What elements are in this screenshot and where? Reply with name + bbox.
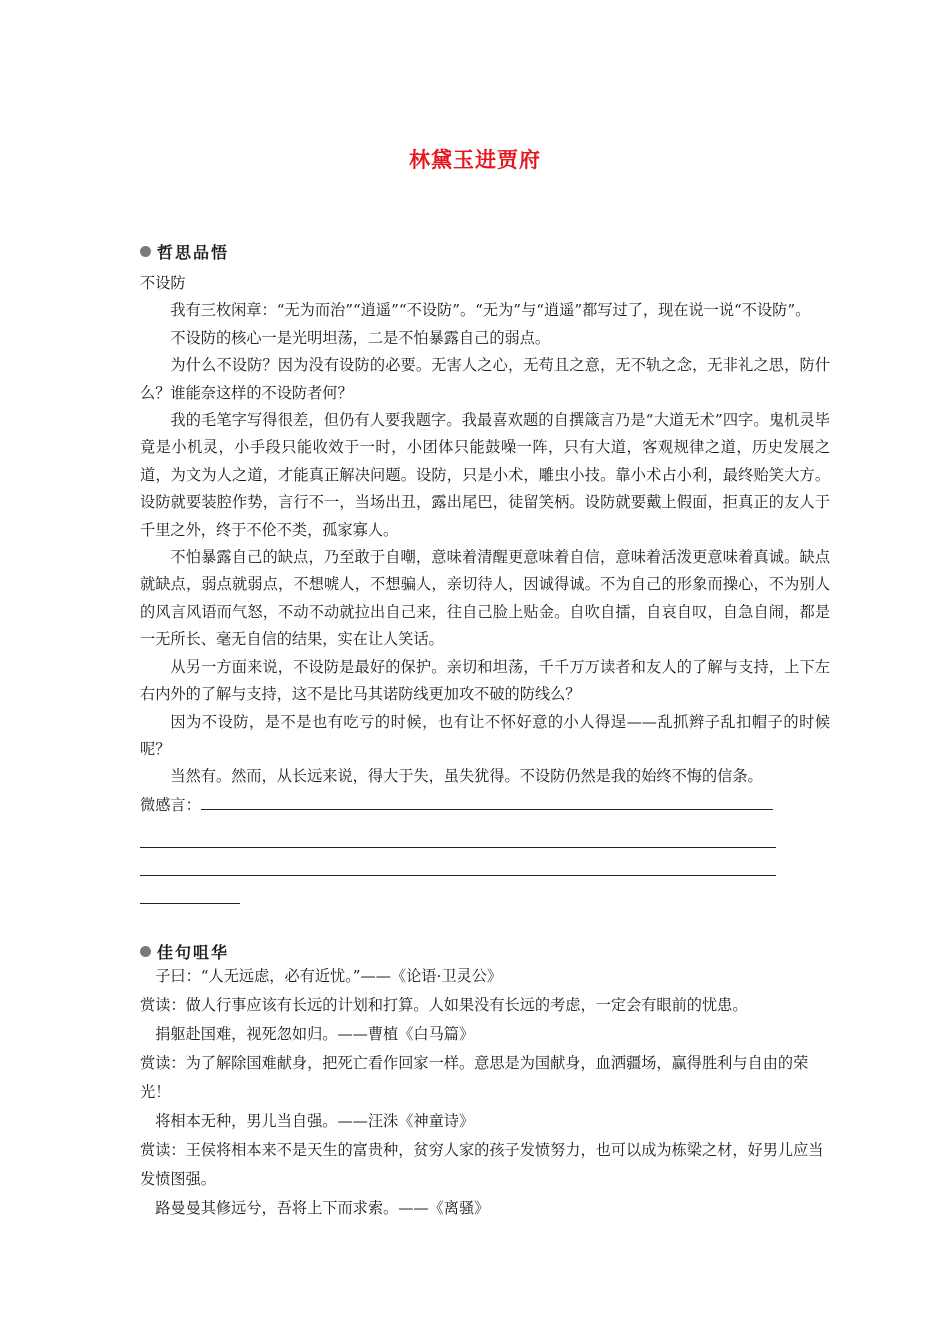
quote-line: 将相本无种，男儿当自强。——汪洙《神童诗》 [155,1112,475,1130]
quote-line: 子曰：“人无远虑，必有近忧。”——《论语·卫灵公》 [155,967,503,985]
quote-comment: 赏读：做人行事应该有长远的计划和打算。人如果没有长远的考虑，一定会有眼前的忧患。 [140,996,748,1014]
reflection-line[interactable] [140,876,240,904]
reflection-line[interactable] [140,848,776,876]
reflection-line[interactable] [140,819,776,847]
essay-paragraph: 不设防的核心一是光明坦荡，二是不怕暴露自己的弱点。 [170,328,551,347]
section-heading-quotes [140,940,229,963]
essay-paragraph: 从另一方面来说，不设防是最好的保护。亲切和坦荡，千千万万读者和友人的了解与支持，上下左右内外的了解与支持，这不是比马其诺防线更加攻不破的防线么？ [140,657,830,704]
reflection-line[interactable] [201,791,773,810]
essay-paragraph: 我的毛笔字写得很差，但仍有人要我题字。我最喜欢题的自撰箴言乃是“大道无术”四字。鬼机灵毕竟是小机灵，小手段只能收效于一时，小团体只能鼓噪一阵，只有大道，客观规律之道，历史发展之道，为文为人之道，才能真正解决问题。设防，只是小术，雕虫小技。靠小术占小利，最终贻笑大方。设防就要装腔作势，言行不一，当场出丑，露出尾巴，徒留笑柄。设防就要戴上假面，拒真正的友人于千里之外，终于不伦不类，孤家寡人。 [140,411,830,539]
essay-title: 不设防 [140,274,186,292]
reflection-label: 微感言： [140,795,201,814]
section-heading-reflection [140,240,229,263]
essay-paragraph: 为什么不设防？因为没有设防的必要。无害人之心，无苟且之意，无不轨之念，无非礼之思，防什么？谁能奈这样的不设防者何？ [140,356,830,402]
bullet-dot-icon [140,246,151,257]
essay-paragraph: 我有三枚闲章：“无为而治”“逍遥”“不设防”。“无为”与“逍遥”都写过了，现在说一说“不设防”。 [170,301,811,320]
essay-paragraph: 当然有。然而，从长远来说，得大于失，虽失犹得。不设防仍然是我的始终不悔的信条。 [170,767,763,786]
essay-paragraph: 因为不设防，是不是也有吃亏的时候，也有让不怀好意的小人得逞——乱抓辫子乱扣帽子的时候呢？ [140,712,830,758]
essay-block [140,270,830,904]
quote-comment: 赏读：王侯将相本来不是天生的富贵种，贫穷人家的孩子发愤努力，也可以成为栋梁之材，好男儿应当发愤图强。 [140,1141,824,1188]
essay-paragraph: 不怕暴露自己的缺点，乃至敢于自嘲，意味着清醒更意味着自信，意味着活泼更意味着真诚。缺点就缺点，弱点就弱点，不想唬人，不想骗人，亲切待人，因诚得诚。不为自己的形象而操心，不为别人的风言风语而气怒，不动不动就拉出自己来，往自己脸上贴金。自吹自擂，自哀自叹，自急自闹，都是一无所长、毫无自信的结果，实在让人笑话。 [140,548,830,649]
quote-line: 捐躯赴国难，视死忽如归。——曹植《白马篇》 [155,1025,475,1043]
page-title: 林黛玉进贾府 [409,147,541,172]
quote-comment: 赏读：为了解除国难献身，把死亡看作回家一样。意思是为国献身，血洒疆场，赢得胜利与自由的荣光！ [140,1054,809,1101]
bullet-dot-icon [140,946,151,957]
quote-line: 路曼曼其修远兮，吾将上下而求索。——《离骚》 [155,1199,490,1217]
quotes-block [140,962,830,1223]
section-label: 哲思品悟 [157,243,230,262]
section-label: 佳句咀华 [157,943,230,962]
reflection-area [140,791,830,905]
